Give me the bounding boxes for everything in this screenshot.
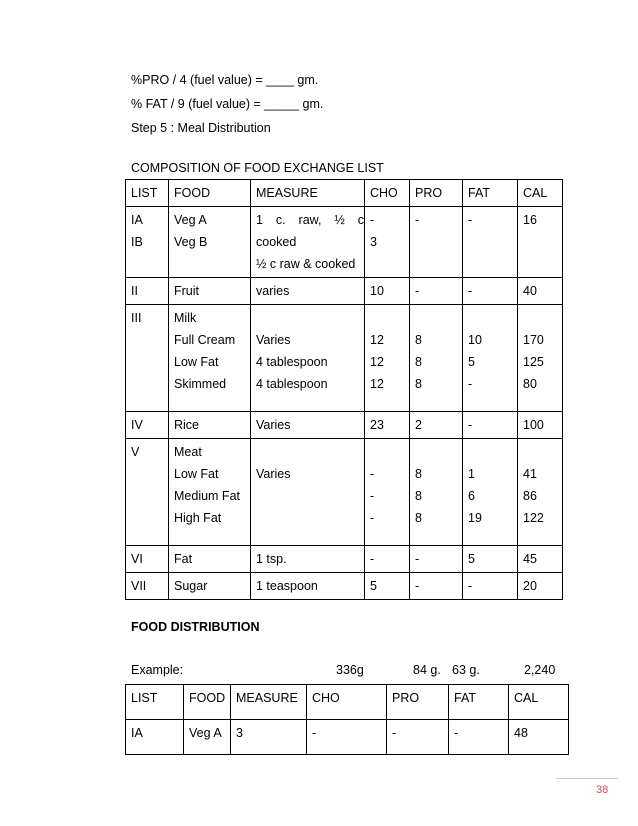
table-row <box>126 573 563 600</box>
cell-food-line: Veg A <box>174 213 207 227</box>
table-row <box>126 305 563 412</box>
cell-food <box>169 546 251 573</box>
fat-formula-line: % FAT / 9 (fuel value) = _____ gm. <box>131 97 324 111</box>
cell-cho-line <box>370 441 404 463</box>
table-row <box>126 546 563 573</box>
header-cho: CHO <box>365 180 410 207</box>
cell-cho-line: - <box>370 552 375 566</box>
cell-cho-line: 5 <box>370 579 377 593</box>
table-header-row <box>126 180 563 207</box>
header-cal: CAL <box>509 685 569 720</box>
cell-food-line: Sugar <box>174 579 208 593</box>
pro-formula-line: %PRO / 4 (fuel value) = ____ gm. <box>131 73 319 87</box>
cell-cho <box>365 305 410 412</box>
cell-fat <box>463 278 518 305</box>
cell-food <box>169 573 251 600</box>
measure-word: c. <box>275 213 286 227</box>
measure-word: raw, <box>298 213 322 227</box>
cell-food-line: Skimmed <box>174 377 227 391</box>
cell-cho <box>365 573 410 600</box>
cell-measure-line: 1 teaspoon <box>256 579 318 593</box>
cell-list <box>126 305 169 412</box>
cell-fat-line: 5 <box>468 552 475 566</box>
cell-food <box>169 207 251 278</box>
cell-pro-line <box>415 307 457 329</box>
composition-title: COMPOSITION OF FOOD EXCHANGE LIST <box>131 161 384 175</box>
cell-cal-line <box>523 307 557 329</box>
cell-cal-line: 40 <box>523 284 537 298</box>
cell-list <box>126 573 169 600</box>
cell-pro-line: 8 <box>415 333 422 347</box>
cell-measure-line: Varies <box>256 418 291 432</box>
cell-list-line: VII <box>131 579 147 593</box>
cell-fat-line <box>468 441 512 463</box>
cell-cal <box>518 305 563 412</box>
table-row <box>126 720 569 755</box>
cell-cal-line: 125 <box>523 355 544 369</box>
cell-list: IA <box>126 720 184 755</box>
cell-cal-line: 16 <box>523 213 537 227</box>
step5-line: Step 5 : Meal Distribution <box>131 121 271 135</box>
cell-pro <box>410 305 463 412</box>
cell-list-line: VI <box>131 552 143 566</box>
cell-food <box>169 412 251 439</box>
cell-list <box>126 207 169 278</box>
cell-fat-line: 10 <box>468 333 482 347</box>
cell-cho-line: 3 <box>370 235 377 249</box>
cell-fat <box>463 412 518 439</box>
cell-list <box>126 412 169 439</box>
cell-cal-line: 122 <box>523 511 544 525</box>
cell-cal <box>518 573 563 600</box>
cell-fat-line: - <box>468 213 473 227</box>
cell-list-line: V <box>131 445 140 459</box>
cell-cho-line: 12 <box>370 377 384 391</box>
header-pro: PRO <box>410 180 463 207</box>
cell-fat <box>463 546 518 573</box>
cell-food-line: Rice <box>174 418 200 432</box>
cell-cho <box>365 439 410 546</box>
header-cal: CAL <box>518 180 563 207</box>
table-row <box>126 439 563 546</box>
table-row <box>126 207 563 278</box>
cell-pro-line: 8 <box>415 467 422 481</box>
cell-pro-line: 8 <box>415 377 422 391</box>
cell-measure-line: ½ c raw & cooked <box>256 257 356 271</box>
cell-pro-line: 8 <box>415 511 422 525</box>
table-header-row <box>126 685 569 720</box>
cell-fat-line: - <box>468 377 473 391</box>
cell-pro <box>410 412 463 439</box>
cell-food-line: Low Fat <box>174 467 219 481</box>
cell-measure-line: cooked <box>256 235 297 249</box>
cell-food-line: Meat <box>174 445 202 459</box>
cell-measure-line <box>256 307 359 329</box>
cell-measure <box>251 305 365 412</box>
cell-fat: - <box>449 720 509 755</box>
cell-food-line: Fruit <box>174 284 199 298</box>
cell-measure-line <box>256 441 359 463</box>
cell-list <box>126 546 169 573</box>
cell-measure-line: Varies <box>256 333 291 347</box>
cell-pro-line: 2 <box>415 418 422 432</box>
cell-measure <box>251 207 365 278</box>
cell-fat <box>463 439 518 546</box>
example-cho-total: 336g <box>336 663 364 677</box>
cell-fat-line: 6 <box>468 489 475 503</box>
header-food: FOOD <box>169 180 251 207</box>
cell-fat <box>463 573 518 600</box>
table-row <box>126 278 563 305</box>
cell-cal-line: 45 <box>523 552 537 566</box>
cell-pro-line: 8 <box>415 489 422 503</box>
cell-cal-line <box>523 441 557 463</box>
cell-list-line: IA <box>131 213 143 227</box>
example-fat-total: 63 g. <box>452 663 480 677</box>
cell-pro-line <box>415 441 457 463</box>
cell-cho-line: - <box>370 213 375 227</box>
cell-measure <box>251 439 365 546</box>
cell-cho <box>365 546 410 573</box>
cell-cho-line: - <box>370 489 375 503</box>
footer-rule <box>556 778 618 779</box>
cell-food <box>169 305 251 412</box>
cell-measure-line: 4 tablespoon <box>256 377 328 391</box>
cell-fat-line: 5 <box>468 355 475 369</box>
cell-cho-line: 10 <box>370 284 384 298</box>
cell-fat <box>463 305 518 412</box>
measure-word: 1 <box>256 213 263 227</box>
cell-pro <box>410 546 463 573</box>
cell-cal <box>518 207 563 278</box>
cell-list-line: III <box>131 311 142 325</box>
header-pro: PRO <box>387 685 449 720</box>
cell-cal-line: 100 <box>523 418 544 432</box>
cell-fat <box>463 207 518 278</box>
cell-food: Veg A <box>184 720 231 755</box>
cell-pro-line: - <box>415 552 420 566</box>
cell-cal: 48 <box>509 720 569 755</box>
example-cal-total: 2,240 <box>524 663 556 677</box>
cell-fat-line <box>468 307 512 329</box>
cell-measure-line: 1 tsp. <box>256 552 287 566</box>
cell-cho <box>365 412 410 439</box>
cell-fat-line: 1 <box>468 467 475 481</box>
cell-food <box>169 439 251 546</box>
example-label: Example: <box>131 663 184 677</box>
cell-measure <box>251 546 365 573</box>
cell-list-line: IV <box>131 418 143 432</box>
cell-pro: - <box>387 720 449 755</box>
cell-cal <box>518 412 563 439</box>
header-cho: CHO <box>307 685 387 720</box>
cell-cho-line: - <box>370 511 375 525</box>
cell-measure <box>251 412 365 439</box>
food-distribution-title: FOOD DISTRIBUTION <box>131 620 260 634</box>
cell-measure-line <box>256 507 359 529</box>
cell-measure-line: Varies <box>256 467 291 481</box>
header-measure: MEASURE <box>251 180 365 207</box>
cell-cho: - <box>307 720 387 755</box>
cell-food-line: Low Fat <box>174 355 219 369</box>
cell-list <box>126 278 169 305</box>
cell-pro-line: 8 <box>415 355 422 369</box>
food-distribution-table <box>125 684 569 755</box>
cell-cho <box>365 278 410 305</box>
header-fat: FAT <box>449 685 509 720</box>
cell-food-line: Veg B <box>174 235 208 249</box>
cell-cho-line: 12 <box>370 355 384 369</box>
cell-cal-line: 80 <box>523 377 537 391</box>
cell-fat-line: - <box>468 579 473 593</box>
cell-measure-line <box>256 485 359 507</box>
cell-food <box>169 278 251 305</box>
cell-food-line: Milk <box>174 311 197 325</box>
cell-food-line: Full Cream <box>174 333 236 347</box>
cell-fat-line: - <box>468 418 473 432</box>
cell-cal <box>518 439 563 546</box>
cell-cho-line: 23 <box>370 418 384 432</box>
cell-list-line: II <box>131 284 138 298</box>
cell-cal <box>518 278 563 305</box>
cell-food-line: High Fat <box>174 511 222 525</box>
cell-cal-line: 86 <box>523 489 537 503</box>
table-row <box>126 412 563 439</box>
cell-list <box>126 439 169 546</box>
cell-cal-line: 20 <box>523 579 537 593</box>
cell-fat-line: 19 <box>468 511 482 525</box>
cell-cho-line <box>370 307 404 329</box>
cell-measure-line: 4 tablespoon <box>256 355 328 369</box>
page-number: 38 <box>596 784 609 796</box>
header-food: FOOD <box>184 685 231 720</box>
cell-measure-line: varies <box>256 284 290 298</box>
cell-pro <box>410 278 463 305</box>
header-list: LIST <box>126 180 169 207</box>
measure-word: c <box>357 213 364 227</box>
cell-pro <box>410 439 463 546</box>
cell-cho-line: 12 <box>370 333 384 347</box>
cell-measure <box>251 278 365 305</box>
cell-measure-line <box>256 209 364 231</box>
example-pro-total: 84 g. <box>413 663 441 677</box>
cell-cho <box>365 207 410 278</box>
cell-pro-line: - <box>415 213 420 227</box>
cell-cho-line: - <box>370 467 375 481</box>
cell-pro <box>410 573 463 600</box>
cell-food-line: Fat <box>174 552 193 566</box>
cell-cal-line: 170 <box>523 333 544 347</box>
cell-cal-line: 41 <box>523 467 537 481</box>
cell-pro <box>410 207 463 278</box>
cell-food-line: Medium Fat <box>174 489 240 503</box>
cell-cal <box>518 546 563 573</box>
cell-measure: 3 <box>231 720 307 755</box>
cell-pro-line: - <box>415 579 420 593</box>
cell-list-line: IB <box>131 235 143 249</box>
header-list: LIST <box>126 685 184 720</box>
header-measure: MEASURE <box>231 685 307 720</box>
cell-measure <box>251 573 365 600</box>
cell-pro-line: - <box>415 284 420 298</box>
header-fat: FAT <box>463 180 518 207</box>
food-exchange-table <box>125 179 563 600</box>
cell-fat-line: - <box>468 284 473 298</box>
measure-word: ½ <box>334 213 345 227</box>
